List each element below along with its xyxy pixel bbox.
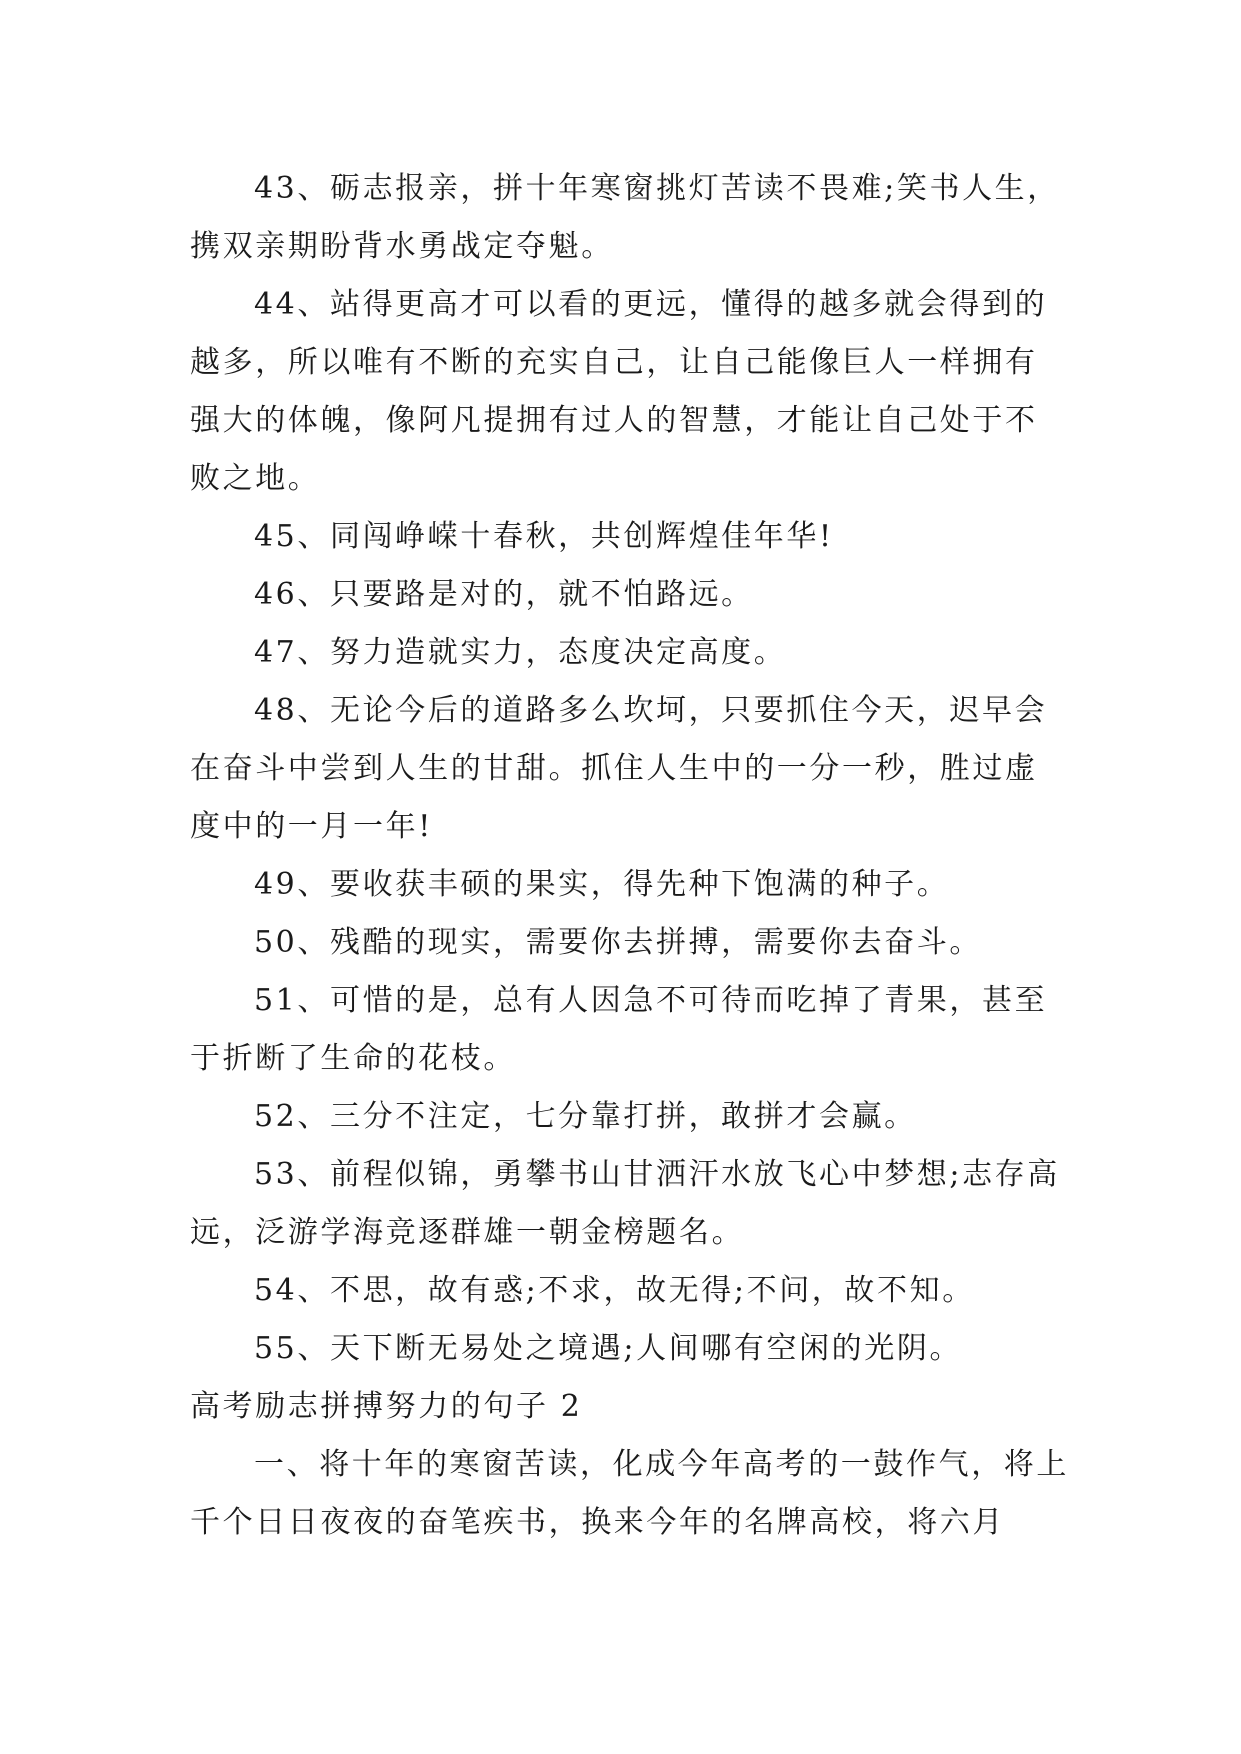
paragraph-53: 53、前程似锦，勇攀书山甘洒汗水放飞心中梦想;志存高远，泛游学海竞逐群雄一朝金榜题名。: [190, 1157, 1060, 1250]
paragraph-48: 48、无论今后的道路多么坎坷，只要抓住今天，迟早会在奋斗中尝到人生的甘甜。抓住人生中的一分一秒，胜过虚度中的一月一年!: [190, 693, 1048, 844]
paragraph-47: 47、努力造就实力，态度决定高度。: [254, 635, 787, 670]
section-paragraph-1: 一、将十年的寒窗苦读，化成今年高考的一鼓作气，将上千个日日夜夜的奋笔疾书，换来今年的名牌高校，将六月: [190, 1447, 1069, 1540]
document-body: [190, 160, 1070, 1552]
section-heading: 高考励志拼搏努力的句子 2: [190, 1389, 583, 1424]
paragraph-54: 54、不思，故有惑;不求，故无得;不问，故不知。: [254, 1273, 975, 1308]
paragraph-52: 52、三分不注定，七分靠打拼，敢拼才会赢。: [254, 1099, 917, 1134]
paragraph-51: 51、可惜的是，总有人因急不可待而吃掉了青果，甚至于折断了生命的花枝。: [190, 983, 1048, 1076]
paragraph-44: 44、站得更高才可以看的更远，懂得的越多就会得到的越多，所以唯有不断的充实自己，让自己能像巨人一样拥有强大的体魄，像阿凡提拥有过人的智慧，才能让自己处于不败之地。: [190, 287, 1048, 496]
paragraph-55: 55、天下断无易处之境遇;人间哪有空闲的光阴。: [254, 1331, 963, 1366]
paragraph-46: 46、只要路是对的，就不怕路远。: [254, 577, 754, 612]
paragraph-45: 45、同闯峥嵘十春秋，共创辉煌佳年华!: [254, 519, 834, 554]
paragraph-50: 50、残酷的现实，需要你去拼搏，需要你去奋斗。: [254, 925, 982, 960]
paragraph-43: 43、砺志报亲，拼十年寒窗挑灯苦读不畏难;笑书人生，携双亲期盼背水勇战定夺魁。: [190, 171, 1060, 264]
paragraph-49: 49、要收获丰硕的果实，得先种下饱满的种子。: [254, 867, 950, 902]
